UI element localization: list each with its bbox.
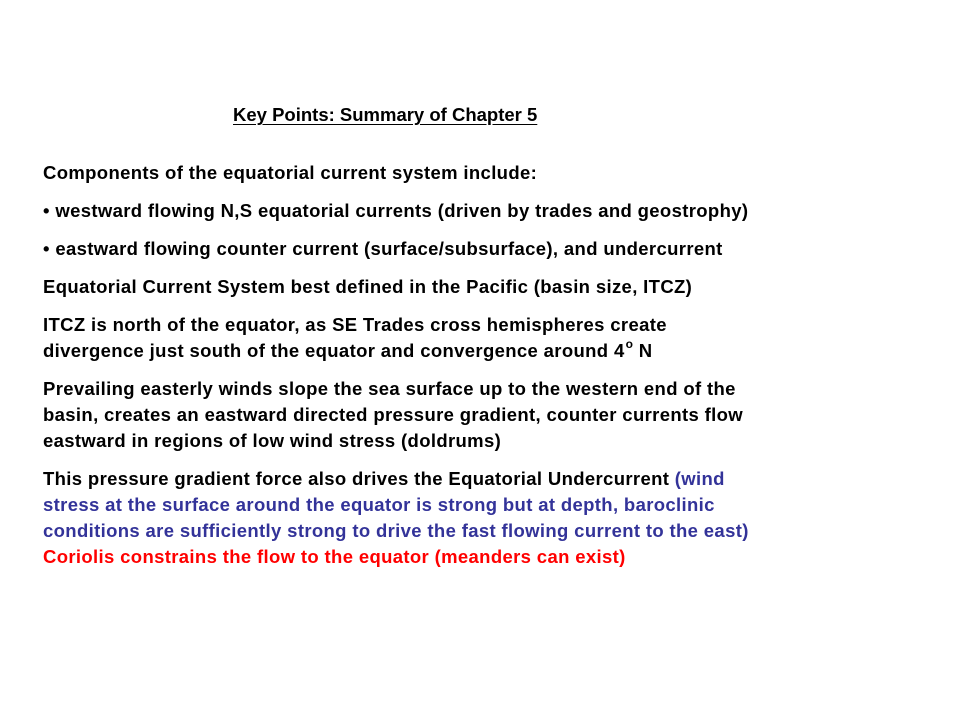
degree-superscript: o [625,337,634,351]
itcz-line-2 [43,338,948,364]
bullet-text: eastward flowing counter current (surface/subsurface), and undercurrent [55,238,723,259]
itcz-line-2-end: N [633,340,653,361]
undercurrent-line-1-black: This pressure gradient force also drives the Equatorial Undercurrent [43,468,675,489]
pacific-text: Equatorial Current System best defined in the Pacific (basin size, ITCZ) [43,276,693,297]
undercurrent-line-2: stress at the surface around the equator is strong but at depth, baroclinic [43,494,715,515]
winds-line-3: eastward in regions of low wind stress (doldrums) [43,430,502,451]
winds-line-2: basin, creates an eastward directed pressure gradient, counter currents flow [43,404,744,425]
winds-line-1: Prevailing easterly winds slope the sea surface up to the western end of the [43,378,736,399]
itcz-line-1: ITCZ is north of the equator, as SE Trades cross hemispheres create [43,314,667,335]
itcz-line-2-text: divergence just south of the equator and convergence around 4 [43,340,625,361]
undercurrent-line-1-blue: (wind [674,468,725,489]
coriolis-line: Coriolis constrains the flow to the equator (meanders can exist) [43,546,626,567]
undercurrent-paragraph [43,466,948,570]
undercurrent-line-3: conditions are sufficiently strong to drive the fast flowing current to the east) [43,520,749,541]
itcz-paragraph [43,312,948,364]
winds-paragraph [43,376,948,454]
bullet-icon: • [43,200,50,221]
undercurrent-line-1 [43,466,948,492]
bullet-item-eastward [43,236,948,262]
slide-body [43,160,948,582]
intro-text: Components of the equatorial current system include: [43,162,538,183]
bullet-item-westward [43,198,948,224]
bullet-icon: • [43,238,50,259]
bullet-text: westward flowing N,S equatorial currents (driven by trades and geostrophy) [55,200,749,221]
slide-title: Key Points: Summary of Chapter 5 [233,104,538,125]
